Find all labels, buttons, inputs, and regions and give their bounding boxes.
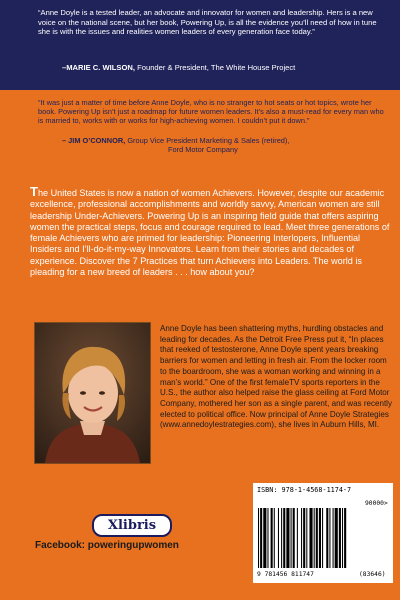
- barcode-bar: [303, 508, 305, 568]
- drop-cap: T: [30, 184, 38, 199]
- book-description: [30, 186, 392, 278]
- barcode-digits: 9 781456 811747: [257, 571, 314, 578]
- publisher-logo: Xlibris: [92, 514, 172, 537]
- barcode-bar: [316, 508, 318, 568]
- barcode-bar: [322, 508, 323, 568]
- barcode-bar: [293, 508, 295, 568]
- endorser-name: – JIM O’CONNOR,: [62, 136, 126, 145]
- price-code: 90000>: [365, 500, 388, 507]
- barcode-bar: [258, 508, 259, 568]
- isbn-barcode: [253, 483, 393, 583]
- barcode-bar: [333, 508, 334, 568]
- barcode-code: (83646): [359, 571, 386, 578]
- barcode-bar: [286, 508, 289, 568]
- facebook-handle: Facebook: poweringupwomen: [35, 540, 179, 551]
- endorser-title: Founder & President, The White House Project: [137, 63, 296, 72]
- barcode-bar: [329, 508, 330, 568]
- barcode-bar: [274, 508, 275, 568]
- endorsement-quote-oconnor: “It was just a matter of time before Anne Doyle, who is no stranger to hot seats or hot topics, wrote her book. Powering Up isn’t just a roadmap for future women leaders. It’s also a must-read for every man who is married to, works with or works for high-achieving women. I couldn’t put it down.”: [38, 98, 384, 126]
- barcode-bar: [297, 508, 298, 568]
- barcode-bar: [301, 508, 302, 568]
- barcode-bar: [306, 508, 307, 568]
- barcode-bar: [260, 508, 262, 568]
- author-photo: [34, 322, 151, 464]
- barcode-bars: [258, 508, 346, 568]
- endorser-organization: Ford Motor Company: [168, 145, 238, 155]
- barcode-bar: [281, 508, 282, 568]
- endorsement-attribution-wilson: [62, 63, 392, 73]
- barcode-graphic: [255, 496, 391, 582]
- barcode-bar: [319, 508, 321, 568]
- barcode-bar: [283, 508, 285, 568]
- barcode-bar: [314, 508, 315, 568]
- barcode-bar: [326, 508, 328, 568]
- endorsement-quote-wilson: “Anne Doyle is a tested leader, an advocate and innovator for women and leadership. Hers is a new voice on the national scene, but her book, Powering Up, is all the evidence you’ll need of how in tune she is with the issues and realities women leaders of every generation face today.”: [38, 8, 377, 37]
- description-text: he United States is now a nation of women Achievers. However, despite our academic excellence, professional accomplishments and worldly savvy, American women are still leadership Under-Achievers. Powering Up is an inspiring field guide that offers aspiring women the practical steps, focus and courage required to lead. Meet three generations of female Achievers who are primed for leadership: Pioneering Interlopers, Influential Insiders and I’ll-do-it-my-way Innovators. Learn from their stories and decades of experience. Discover the 7 Practices that turn Achievers into Leaders. The world is pleading for a new breed of leaders . . . how about you?: [30, 188, 390, 278]
- barcode-bar: [339, 508, 341, 568]
- isbn-number: ISBN: 978-1-4568-1174-7: [257, 486, 352, 494]
- endorser-name: –MARIE C. WILSON,: [62, 63, 135, 72]
- top-quote-band: [0, 0, 400, 90]
- barcode-bar: [291, 508, 292, 568]
- barcode-bar: [342, 508, 343, 568]
- barcode-bar: [344, 508, 346, 568]
- barcode-bar: [309, 508, 312, 568]
- barcode-bar: [271, 508, 273, 568]
- author-bio: Anne Doyle has been shattering myths, hurdling obstacles and leading for decades. As the Detroit Free Press put it, “In places that reeked of testosterone, Anne Doyle spent years breaking barriers for women and letting in fresh air. From the locker room to the boardroom, she was a woman working and winning in a man’s world.” One of the first femaleTV sports reporters in the U.S., the author also helped raise the glass ceiling at Ford Motor Company, mothered her son as a single parent, and was recently elected to political office. Now principal of Anne Doyle Strategies (www.annedoylestrategies.com), she lives in Auburn Hills, MI.: [160, 324, 392, 430]
- endorsement-attribution-oconnor: [62, 136, 392, 154]
- barcode-bar: [335, 508, 338, 568]
- barcode-bar: [267, 508, 268, 568]
- barcode-bar: [278, 508, 279, 568]
- barcode-bar: [263, 508, 266, 568]
- endorser-title: Group Vice President Marketing & Sales (retired),: [127, 136, 290, 145]
